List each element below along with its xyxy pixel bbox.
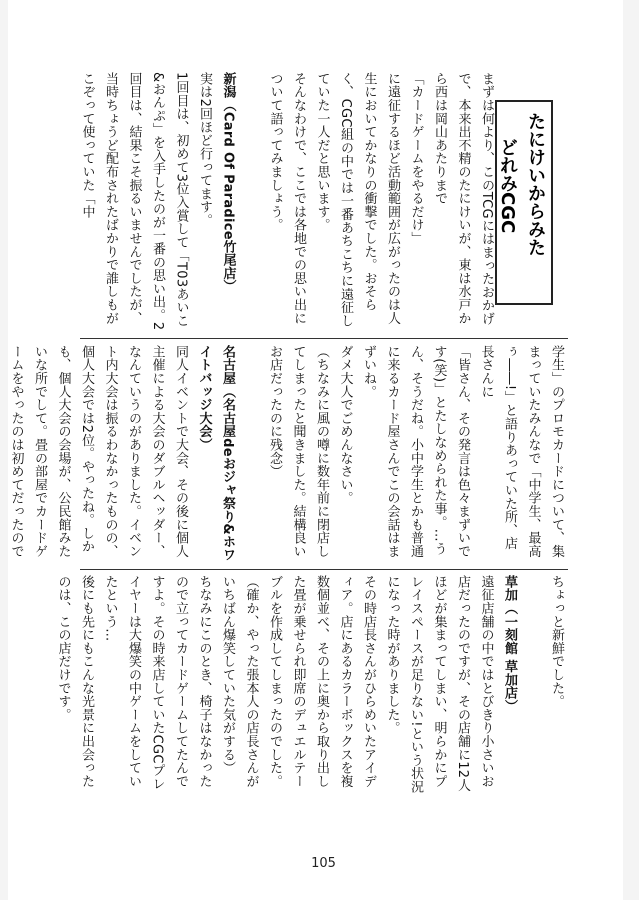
spacer [521, 575, 545, 801]
text-column [55, 575, 568, 801]
paragraph: ちょっと新鮮でした。 [549, 575, 564, 708]
spacer [240, 72, 264, 334]
paragraph: 遠征店舗の中ではとびきり小さいお店だったのですが、その店舗に12人ほどが集まってしまい、明らかにプレイスペースが足りない!という状況になった時がありました。 [384, 575, 494, 794]
section-heading: 新潟（Card Of Paradice竹尾店） [220, 72, 236, 294]
paragraph: 1回目は、初めて3位入賞して「T03あいこ&おんぷ」を入手したのが一番の思い出。2回目は、結果こそ振るいませんでしたが、当時ちょうど配布されたばかりで誰しもがこぞって使っていた「中 [79, 72, 189, 331]
paragraph: 後にも先にもこんな光景に出会ったのは、この店だけです。 [55, 575, 94, 788]
paragraph: 学生」のプロモカードについて、集まっていたみんなで「中学生、最高ぅ――!」と語りあっていた所、店長さんに [478, 345, 564, 558]
paragraph: に遠征するほど活動範囲が広がったのは人生においてかなりの衝撃でした。おそらく、CGC組の中では一番あちこちに遠征していた一人だと思います。 [314, 72, 400, 328]
text-band-bottom [55, 575, 568, 801]
title-line-2: どれみCGC [497, 138, 518, 234]
paragraph: そんなわけで、ここでは各地での思い出について語ってみましょう。 [267, 72, 306, 325]
text-column [8, 345, 568, 563]
divider [80, 338, 568, 339]
paragraph: 「カードゲームをやるだけ」 [408, 72, 424, 245]
text-band-middle [8, 345, 568, 563]
section-heading: 草加（一刻館 草加店） [502, 575, 517, 713]
spacer [239, 345, 263, 563]
section-heading: 名古屋（名古屋deおジャ祭り&ホワイトバッジ大会） [196, 345, 235, 562]
paragraph: （確か、やった張本人の店長さんがいちばん爆笑していた気がする） [220, 575, 259, 788]
paragraph: （ちなみに風の噂に数年前に閉店してしまったと聞きました。結構良いお店だったのに残念） [267, 345, 329, 558]
paragraph: まずは何より、このTCGにはまったおかげで、本来出不精のたにけいが、東は水戸から西は岡山あたりまで [432, 72, 494, 326]
text-band-top [80, 72, 568, 334]
paragraph: 実は2回ほど行ってます。 [197, 72, 212, 227]
page [8, 0, 623, 900]
paragraph: その時店長さんがひらめいたアイディア。店にあるカラーボックスを複数個並べ、その上に奥から取り出した畳が乗せられ即席のデュエルテーブルを作成してしまったのでした。 [267, 575, 376, 788]
paragraph: ちなみにこのとき、椅子はなかったので立ってカードゲームしてたんですよ。その時来店していたCGCプレイヤーは大爆笑の中ゲームをしていたという… [102, 575, 212, 791]
page-number: 105 [311, 856, 336, 871]
paragraph: 「皆さん、その発言は色々まずいです(笑)」とたしなめられた事。…うん、そうだね。小中学生とかも普通に来るカード屋さんでこの会話はまずいね。 [361, 345, 470, 558]
divider [80, 569, 568, 570]
text-column [80, 72, 568, 334]
paragraph: 同人イベントで大会、その後に個人主催による大会のダブルヘッダー、なんていうのがありました。イベント内大会は振るわなかったものの、個人大会では2位。やったね。しかも、個人大会の会場が、公民館みたいな所でして。畳の部屋でカードゲームをやったのは初めてだったので [8, 345, 188, 558]
paragraph: ダメ大人でごめんなさい。 [337, 345, 353, 505]
title-line-1: たにけいからみた [525, 112, 546, 256]
